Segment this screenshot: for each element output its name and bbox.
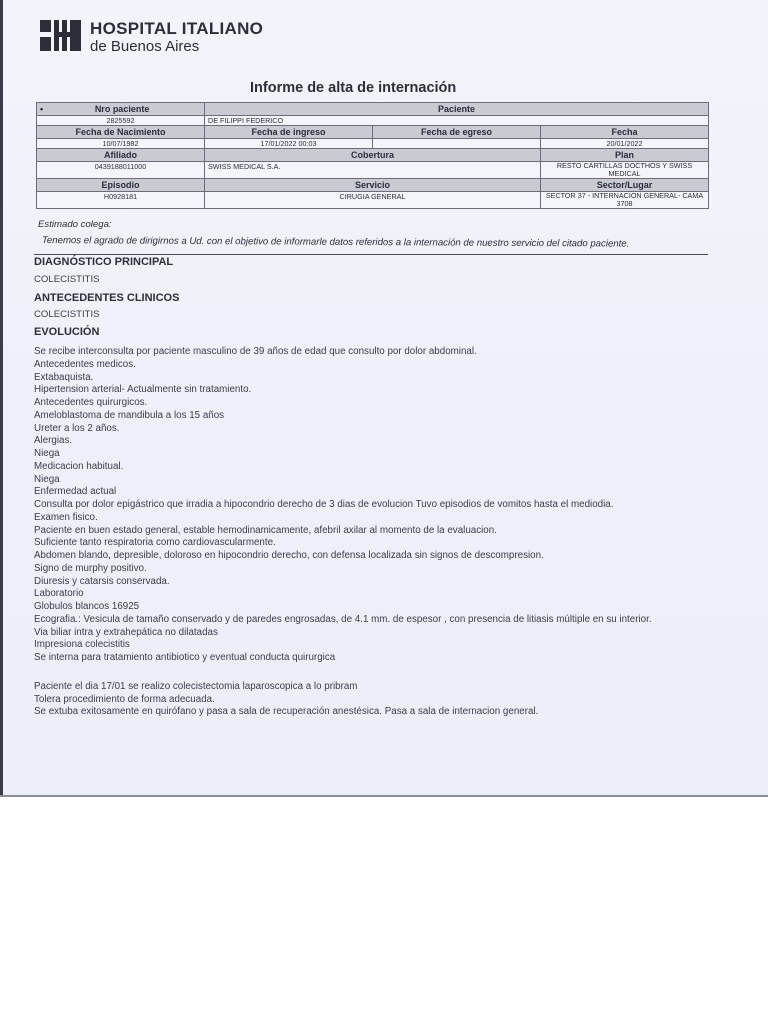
bullet-icon: • xyxy=(40,103,44,114)
intro-paragraph: Tenemos el agrado de dirigirnos a Ud. con el objetivo de informarle datos referidos a la internación de nuestro servicio del citado paciente. xyxy=(41,235,630,250)
evolucion-text xyxy=(34,346,694,719)
hospital-name: HOSPITAL ITALIANO xyxy=(90,19,264,38)
evolucion-line: Se recibe interconsulta por paciente masculino de 39 años de edad que consulto por dolor abdominal. xyxy=(34,346,477,357)
evolucion-line: Alergias. xyxy=(34,435,73,447)
nro-paciente-value: 2825592 xyxy=(37,116,205,126)
evolucion-line: Via biliar intra y extrahepática no dilatadas xyxy=(34,626,218,638)
evolucion-line: Se interna para tratamiento antibiotico y eventual conducta quirurgica xyxy=(34,652,336,663)
document-title: Informe de alta de internación xyxy=(250,80,457,96)
evolucion-line: Ameloblastoma de mandibula a los 15 años xyxy=(34,409,225,421)
evolucion-line: Ureter a los 2 años. xyxy=(34,422,120,434)
episodio-label: Episodio xyxy=(37,179,205,192)
paciente-label: Paciente xyxy=(205,103,709,116)
evolucion-post-line: Tolera procedimiento de forma adecuada. xyxy=(34,693,215,705)
evolucion-line: Niega xyxy=(34,473,60,485)
evolucion-line: Medicacion habitual. xyxy=(34,460,124,472)
servicio-label: Servicio xyxy=(205,179,541,192)
evolucion-line: Extabaquista. xyxy=(34,371,94,383)
episodio-value: H0928181 xyxy=(37,192,205,209)
plan-value: RESTO CARTILLAS DOCTHOS Y SWISS MEDICAL xyxy=(541,162,709,179)
nro-paciente-label: Nro paciente xyxy=(94,103,150,114)
hospital-cross-icon xyxy=(40,20,84,54)
afiliado-label: Afiliado xyxy=(37,149,205,162)
fecha-value: 20/01/2022 xyxy=(541,139,709,149)
evolucion-line: Laboratorio xyxy=(34,588,84,600)
scan-edge xyxy=(0,0,3,797)
evolucion-line: Diuresis y catarsis conservada. xyxy=(34,575,170,587)
evolucion-line: Suficiente tanto respiratoria como cardiovascularmente. xyxy=(34,537,276,549)
evolucion-line: Consulta por dolor epigástrico que irradia a hipocondrio derecho de 3 dias de evolucion Tuvo episodios de vomitos hasta el mediodia. xyxy=(34,499,614,510)
greeting: Estimado colega: xyxy=(38,219,112,230)
evolucion-line: Ecografia.: Vesicula de tamaño conservado y de paredes engrosadas, de 4.1 mm. de espesor , con presencia de litiasis múltiple en su interior. xyxy=(34,613,652,625)
diagnostico-heading: DIAGNÓSTICO PRINCIPAL xyxy=(34,256,174,268)
fecha-ingreso-value: 17/01/2022 00:03 xyxy=(205,139,373,149)
evolucion-line: Antecedentes quirurgicos. xyxy=(34,397,148,408)
afiliado-value: 0439188011000 xyxy=(37,162,205,179)
fecha-ingreso-label: Fecha de ingreso xyxy=(205,126,373,139)
hospital-location: de Buenos Aires xyxy=(90,38,200,55)
evolucion-heading: EVOLUCIÓN xyxy=(34,326,100,338)
fecha-nacimiento-value: 10/07/1982 xyxy=(37,139,205,149)
antecedentes-value: COLECISTITIS xyxy=(34,309,100,320)
evolucion-line: Signo de murphy positivo. xyxy=(34,562,147,574)
divider xyxy=(34,254,708,255)
fecha-nacimiento-label: Fecha de Nacimiento xyxy=(37,126,205,139)
antecedentes-heading: ANTECEDENTES CLINICOS xyxy=(34,292,180,304)
fecha-egreso-label: Fecha de egreso xyxy=(373,126,541,139)
evolucion-line: Enfermedad actual xyxy=(34,486,117,498)
plan-label: Plan xyxy=(541,149,709,162)
evolucion-post-line: Paciente el dia 17/01 se realizo colecistectomia laparoscopica a lo pribram xyxy=(34,680,358,692)
evolucion-line: Niega xyxy=(34,448,60,459)
diagnostico-value: COLECISTITIS xyxy=(34,274,100,285)
servicio-value: CIRUGIA GENERAL xyxy=(205,192,541,209)
sector-value: SECTOR 37 - INTERNACION GENERAL- CAMA 3708 xyxy=(541,192,709,209)
evolucion-line: Antecedentes medicos. xyxy=(34,358,136,370)
fecha-label: Fecha xyxy=(541,126,709,139)
cobertura-label: Cobertura xyxy=(205,149,541,162)
evolucion-line: Paciente en buen estado general, estable hemodinamicamente, afebril axilar al momento de la evaluacion. xyxy=(34,524,497,536)
evolucion-post-line: Se extuba exitosamente en quirófano y pasa a sala de recuperación anestésica. Pasa a sala de internacion general. xyxy=(34,706,539,718)
evolucion-line: Hipertension arterial- Actualmente sin tratamiento. xyxy=(34,384,252,396)
evolucion-line: Abdomen blando, depresible, doloroso en hipocondrio derecho, con defensa localizada sin signos de descompresion. xyxy=(34,550,544,561)
sector-label: Sector/Lugar xyxy=(541,179,709,192)
evolucion-line: Impresiona colecistitis xyxy=(34,639,130,651)
hospital-logo xyxy=(40,20,263,54)
paciente-value: DE FILIPPI FEDERICO xyxy=(205,116,709,126)
cobertura-value: SWISS MEDICAL S.A. xyxy=(205,162,541,179)
evolucion-line: Examen fisico. xyxy=(34,511,98,523)
fecha-egreso-value xyxy=(373,139,541,149)
evolucion-line: Globulos blancos 16925 xyxy=(34,601,140,612)
patient-info-table xyxy=(36,102,709,209)
